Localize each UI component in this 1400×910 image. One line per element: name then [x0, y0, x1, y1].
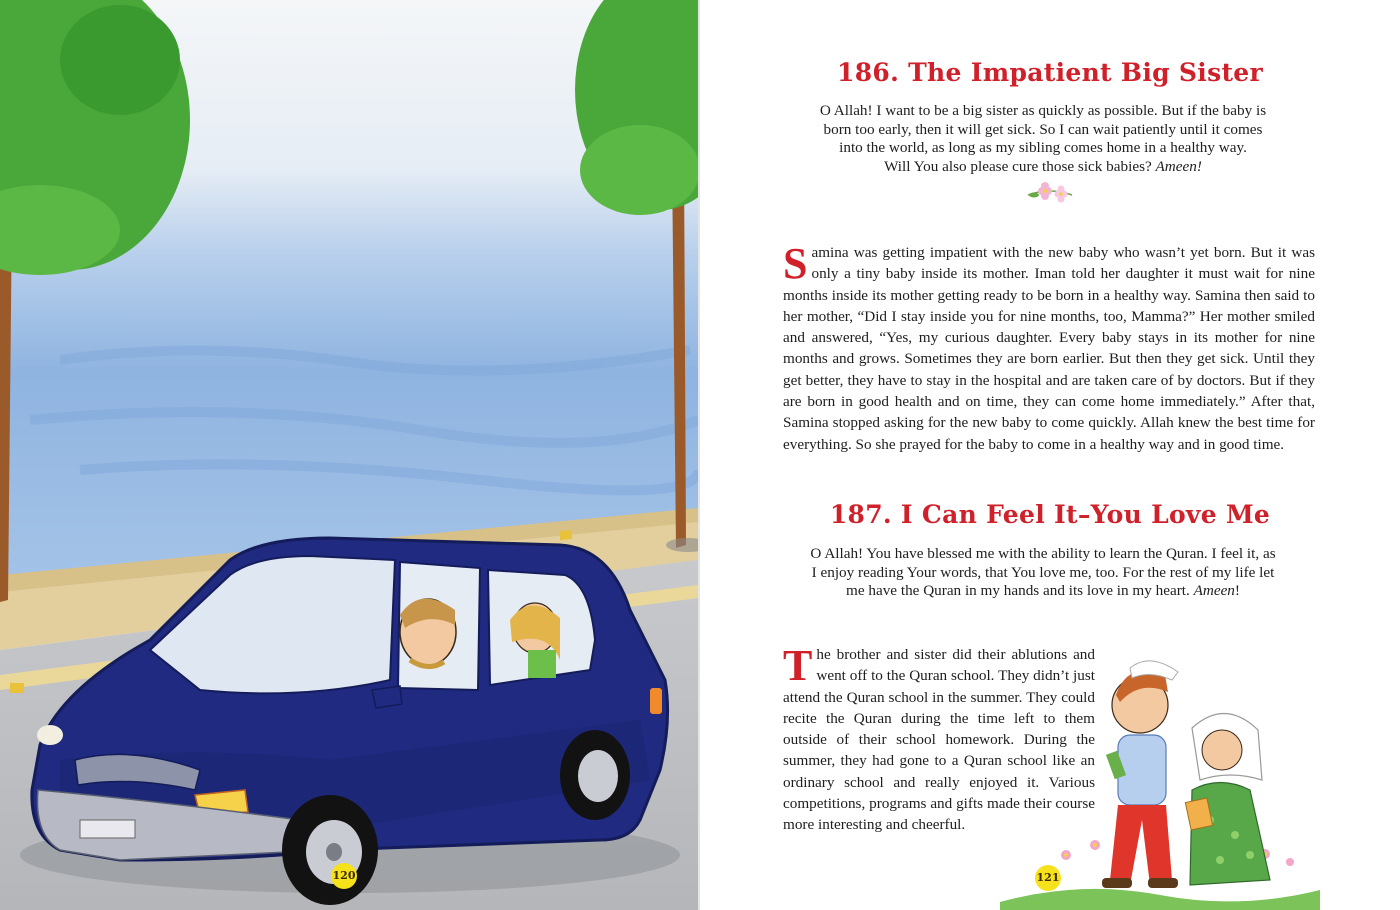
prayer-line: I enjoy reading Your words, that You love me, too. For the rest of my life let	[811, 563, 1275, 581]
story-body: he brother and sister did their ablutions and went off to the Quran school. They didn’t just attend the Quran school in the summer. They could recite the Quran during the time left to them outside of their school homework. During the summer, they had gone to a Quran school like an ordinary school and really enjoyed it. Various competitions, programs and gifts made their course more interesting and cheerful.	[783, 646, 1095, 834]
section-186-title: 186. The Impatient Big Sister	[837, 58, 1263, 87]
prayer-line: O Allah! I want to be a big sister as quickly as possible. But if the baby is	[819, 102, 1267, 119]
text-page	[700, 0, 1400, 910]
tree-right	[575, 0, 698, 215]
dropcap: T	[783, 641, 813, 690]
girl-figure	[1185, 713, 1270, 885]
section-186-story	[783, 239, 1315, 455]
section-186-prayer	[780, 102, 1306, 176]
prayer-line: Will You also please cure those sick babies?	[884, 157, 1152, 175]
headlight-left	[37, 725, 63, 745]
page-number-right: 121	[1035, 865, 1061, 891]
prayer-line: into the world, as long as my sibling comes home in a healthy way.	[839, 139, 1247, 157]
prayer-ending-punct: !	[1234, 582, 1240, 600]
prayer-line: me have the Quran in my hands and its love in my heart.	[846, 582, 1190, 600]
illustration-page	[0, 0, 698, 910]
page-number-left: 120	[331, 863, 357, 889]
prayer-ending: Ameen!	[1155, 157, 1202, 175]
boy-figure	[1102, 661, 1178, 888]
prayer-ending: Ameen	[1193, 582, 1235, 600]
section-187-title: 187. I Can Feel It–You Love Me	[829, 500, 1271, 529]
dropcap: S	[783, 239, 808, 288]
prayer-line: O Allah! You have blessed me with the ability to learn the Quran. I feel it, as	[810, 545, 1276, 562]
flower-divider-icon	[1020, 181, 1080, 205]
section-187-prayer	[780, 545, 1306, 601]
story-body: amina was getting impatient with the new baby who wasn’t yet born. But it was only a tiny baby inside its mother. Iman told her daughter it must wait for nine months inside its mother getting ready to be born in a healthy way. Samina then said to her mother, “Did I stay inside you for nine months, too, Mamma?” Her mother smiled and answered, “Yes, my curious daughter. Every baby stays in its mother for nine months and grows. Sometimes they are born earlier. But then they get sick. Until they get better, they have to stay in the hospital and are taken care of by doctors. But if they are born in good health and on time, they can come home immediately.” After that, Samina stopped asking for the new baby to come quickly. Allah knew the best time for everything. So she prayed for the baby to come in a healthy way and in good time.	[783, 244, 1315, 453]
front-wheel	[282, 795, 378, 905]
car-illustration	[0, 0, 698, 910]
rear-wheel	[560, 730, 630, 820]
prayer-line: born too early, then it will get sick. So I can wait patiently until it comes	[823, 120, 1263, 138]
